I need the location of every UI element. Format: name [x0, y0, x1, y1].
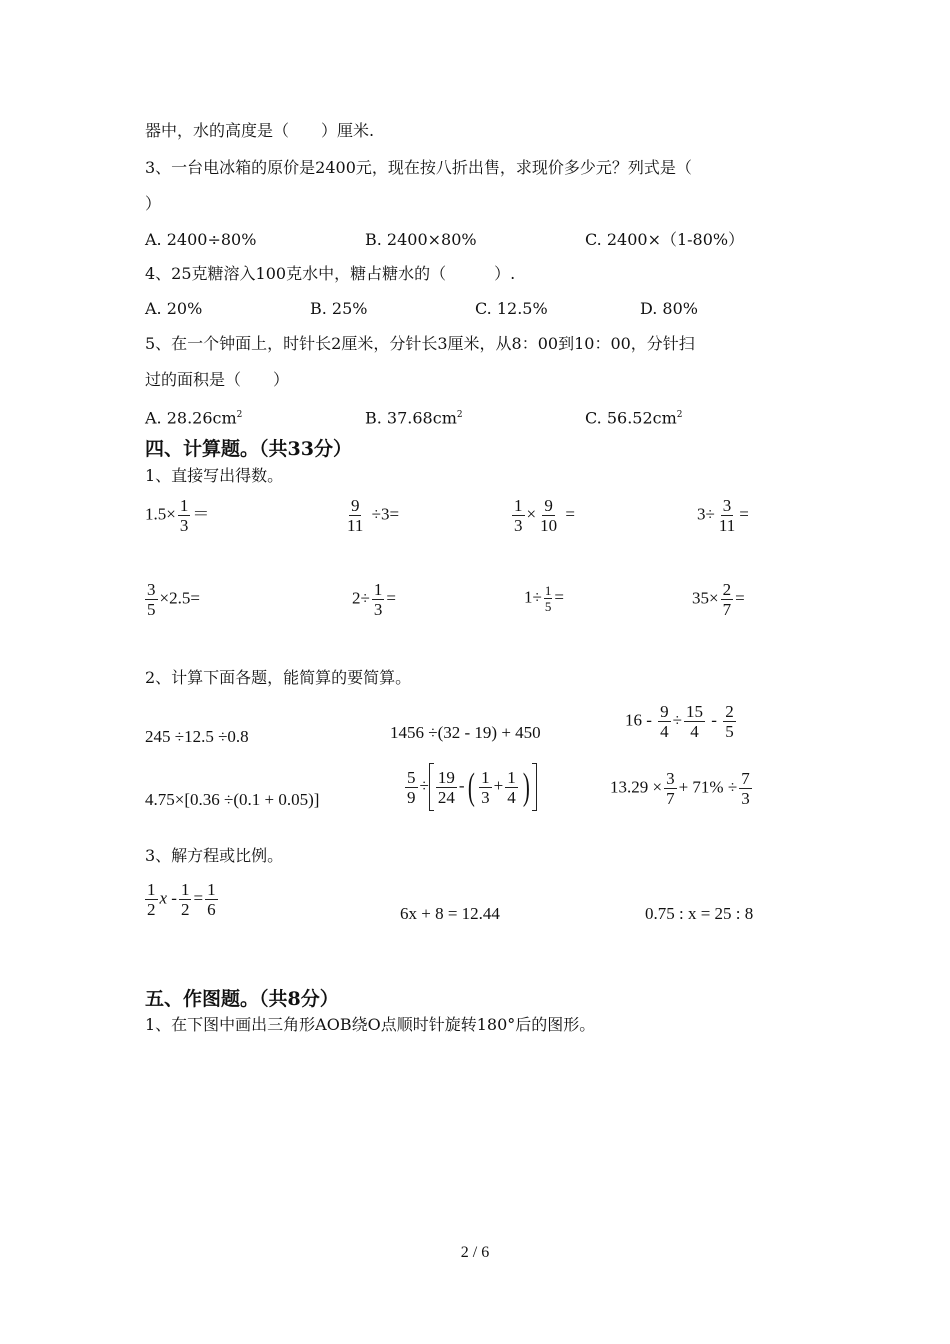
page-number: 2 / 6 [460, 1244, 490, 1261]
mental-2c: 1÷ $\frac{1}{5}$ = [524, 583, 564, 614]
question-5-option-a: A. $28.26cm^2$ [145, 408, 243, 428]
section-5-title: 五、作图题。（共8分） [145, 988, 339, 1010]
mental-2a: $\frac{3}{5}$ ×2.5= [147, 580, 200, 619]
mental-2d: 35× $\frac{2}{7}$ = [692, 580, 745, 619]
section-4-part-2: 2、计算下面各题，能简算的要简算。 [145, 668, 412, 687]
question-3-option-c: C. 2400×（1-80%） [585, 230, 745, 249]
equation-2: 6x + 8 = 12.44 [400, 904, 500, 923]
mental-1d: 3÷ $\frac{3}{11}$ = [697, 496, 749, 535]
calc-expression-6: 13.29 × $\frac{3}{7}$ + 71% ÷ $\frac{7}{3}$ [610, 769, 750, 808]
question-3-option-a: A. 2400÷80% [145, 230, 257, 249]
question-5-option-c: C. $56.52cm^2$ [585, 408, 683, 428]
section-4-part-1: 1、直接写出得数。 [145, 466, 284, 485]
question-5-tail: 过的面积是（ ） [145, 370, 290, 389]
mental-1a: 1.5× $\frac{1}{3}$ ＝ [145, 496, 210, 535]
question-4-option-b: B. 25% [310, 299, 368, 318]
calc-expression-5: $\frac{5}{9}$ ÷ $\frac{19}{24}$ -( $\frac{1}{3}$ + $\frac{1}{4}$ ) [403, 763, 537, 811]
question-4-option-c: C. 12.5% [475, 299, 548, 318]
section-5-part-1: 1、在下图中画出三角形AOB绕O点顺时针旋转180°后的图形。 [145, 1015, 596, 1034]
question-3: 3、一台电冰箱的原价是2400元，现在按八折出售，求现价多少元？列式是（ [145, 158, 692, 177]
calc-expression-4: 4.75×[0.36 ÷(0.1 + 0.05)] [145, 790, 320, 809]
question-3-option-b: B. 2400×80% [365, 230, 477, 249]
equation-3: 0.75 : x = 25 : 8 [645, 904, 754, 923]
question-4-option-a: A. 20% [145, 299, 203, 318]
calc-expression-2: 1456 ÷(32 - 19) + 450 [390, 723, 541, 742]
mental-1c: $\frac{1}{3}$ × $\frac{9}{10}$ = [514, 496, 575, 535]
section-4-part-3: 3、解方程或比例。 [145, 846, 284, 865]
question-5: 5、在一个钟面上，时针长2厘米，分针长3厘米，从8：00到10：00，分针扫 [145, 334, 695, 353]
question-4-option-d: D. 80% [640, 299, 698, 318]
section-4-title: 四、计算题。（共33分） [145, 438, 352, 460]
mental-1b: $\frac{9}{11}$ ÷3= [347, 496, 400, 535]
mental-2b: 2÷ $\frac{1}{3}$ = [352, 580, 396, 619]
question-3-tail: ） [145, 194, 162, 213]
calc-expression-1: 245 ÷12.5 ÷0.8 [145, 727, 249, 746]
equation-1: $\frac{1}{2}$ x - $\frac{1}{2}$ = $\frac{1}{6}$ [147, 880, 216, 919]
question-2-tail: 器中，水的高度是（ ）厘米. [145, 121, 375, 140]
question-4: 4、25克糖溶入100克水中，糖占糖水的（ ）. [145, 264, 516, 283]
calc-expression-3: 16 - $\frac{9}{4}$ ÷ $\frac{15}{4}$ - $\frac{2}{5}$ [625, 702, 734, 741]
question-5-option-b: B. $37.68cm^2$ [365, 408, 463, 428]
